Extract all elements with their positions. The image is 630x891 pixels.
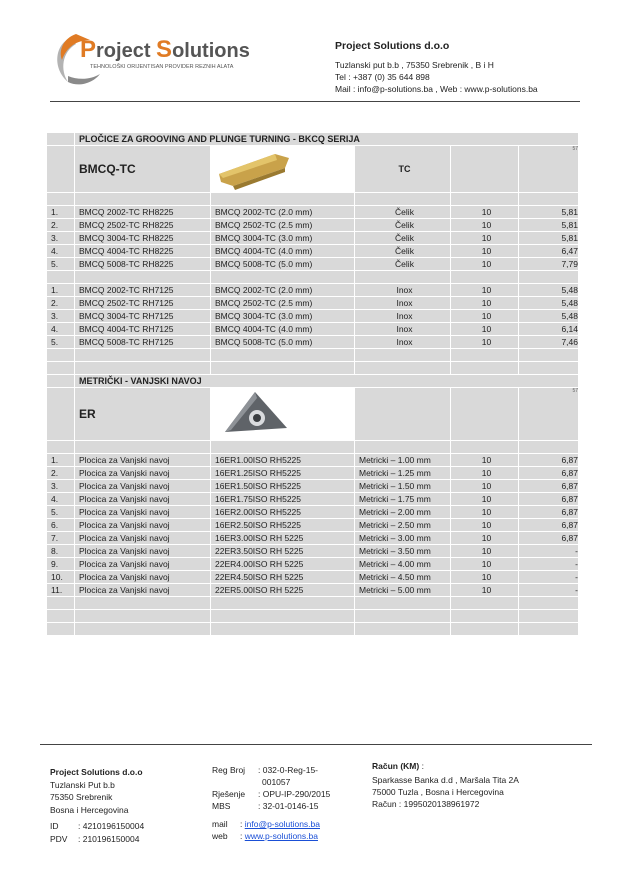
row-description: BMCQ 5008-TC (5.0 mm) bbox=[211, 258, 355, 271]
row-price: - bbox=[519, 545, 579, 558]
row-description: 16ER1.75ISO RH5225 bbox=[211, 493, 355, 506]
table-row bbox=[47, 571, 579, 584]
table-row bbox=[47, 297, 579, 310]
section1-grade: TC bbox=[355, 146, 451, 193]
er-insert-image bbox=[211, 388, 355, 441]
header-tel: Tel : +387 (0) 35 644 898 bbox=[335, 72, 430, 82]
footer-pdv-value: : 210196150004 bbox=[78, 833, 140, 844]
row-price: 5,48 bbox=[519, 297, 579, 310]
footer-company-block bbox=[50, 766, 144, 845]
footer-id-value: : 4210196150004 bbox=[78, 821, 145, 831]
row-article: BMCQ 4004-TC RH7125 bbox=[75, 323, 211, 336]
row-qty: 10 bbox=[451, 284, 519, 297]
row-description: 22ER4.00ISO RH 5225 bbox=[211, 558, 355, 571]
row-number: 3. bbox=[47, 310, 75, 323]
row-qty: 10 bbox=[451, 206, 519, 219]
row-number: 9. bbox=[47, 558, 75, 571]
row-description: BMCQ 4004-TC (4.0 mm) bbox=[211, 323, 355, 336]
row-number: 5. bbox=[47, 336, 75, 349]
section1-title: PLOČICE ZA GROOVING AND PLUNGE TURNING - BKCQ SERIJA bbox=[75, 133, 579, 146]
table-row bbox=[47, 206, 579, 219]
row-qty: 10 bbox=[451, 258, 519, 271]
row-material: Metricki – 1.50 mm bbox=[355, 480, 451, 493]
row-description: BMCQ 2502-TC (2.5 mm) bbox=[211, 219, 355, 232]
table-row bbox=[47, 545, 579, 558]
row-material: Metricki – 3.00 mm bbox=[355, 532, 451, 545]
grooving-insert-icon bbox=[215, 146, 295, 190]
row-number: 5. bbox=[47, 258, 75, 271]
footer-bank-city: 75000 Tuzla , Bosna i Hercegovina bbox=[372, 787, 504, 797]
row-article: BMCQ 5008-TC RH7125 bbox=[75, 336, 211, 349]
row-qty: 10 bbox=[451, 297, 519, 310]
row-qty: 10 bbox=[451, 532, 519, 545]
table-row bbox=[47, 258, 579, 271]
row-article: BMCQ 5008-TC RH8225 bbox=[75, 258, 211, 271]
row-qty: 10 bbox=[451, 584, 519, 597]
row-qty: 10 bbox=[451, 336, 519, 349]
footer-web-label: web bbox=[212, 831, 228, 841]
row-number: 2. bbox=[47, 219, 75, 232]
row-material: Inox bbox=[355, 310, 451, 323]
row-qty: 10 bbox=[451, 310, 519, 323]
logo-text: Project Solutions bbox=[80, 36, 250, 63]
row-material: Inox bbox=[355, 284, 451, 297]
row-material: Inox bbox=[355, 336, 451, 349]
row-price: 6,87 bbox=[519, 519, 579, 532]
spacer-row bbox=[47, 193, 579, 206]
footer-divider bbox=[40, 744, 592, 745]
footer-bank: Sparkasse Banka d.d , Maršala Tita 2A bbox=[372, 775, 519, 785]
row-description: 16ER2.50ISO RH5225 bbox=[211, 519, 355, 532]
row-material: Čelik bbox=[355, 232, 451, 245]
row-qty: 10 bbox=[451, 323, 519, 336]
row-qty: 10 bbox=[451, 558, 519, 571]
footer-mbs-label: MBS bbox=[212, 801, 231, 811]
row-article: Plocica za Vanjski navoj bbox=[75, 584, 211, 597]
footer-racun-colon: : bbox=[419, 761, 424, 771]
row-qty: 10 bbox=[451, 545, 519, 558]
footer-account: Račun : 1995020138961972 bbox=[372, 799, 480, 809]
row-material: Metricki – 4.50 mm bbox=[355, 571, 451, 584]
row-number: 11. bbox=[47, 584, 75, 597]
threading-insert-icon bbox=[215, 388, 295, 438]
spacer-row bbox=[47, 271, 579, 284]
row-article: Plocica za Vanjski navoj bbox=[75, 571, 211, 584]
row-number: 1. bbox=[47, 454, 75, 467]
row-qty: 10 bbox=[451, 493, 519, 506]
row-qty: 10 bbox=[451, 467, 519, 480]
row-material: Inox bbox=[355, 297, 451, 310]
row-number: 2. bbox=[47, 467, 75, 480]
row-price: 7,79 bbox=[519, 258, 579, 271]
row-price: 6,87 bbox=[519, 506, 579, 519]
footer-city: 75350 Srebrenik bbox=[50, 792, 113, 802]
row-price: 5,81 bbox=[519, 206, 579, 219]
footer-rj-label: Rješenje bbox=[212, 789, 246, 799]
row-price: 6,87 bbox=[519, 454, 579, 467]
section1-product-row bbox=[47, 146, 579, 193]
footer-country: Bosna i Hercegovina bbox=[50, 804, 129, 815]
row-price: 6,87 bbox=[519, 480, 579, 493]
row-article: BMCQ 4004-TC RH8225 bbox=[75, 245, 211, 258]
row-material: Metricki – 5.00 mm bbox=[355, 584, 451, 597]
section2-header bbox=[47, 375, 579, 388]
table-row bbox=[47, 245, 579, 258]
spacer-row bbox=[47, 610, 579, 623]
row-price: 5,48 bbox=[519, 310, 579, 323]
row-description: BMCQ 4004-TC (4.0 mm) bbox=[211, 245, 355, 258]
table-row bbox=[47, 336, 579, 349]
footer-mail-link[interactable]: info@p-solutions.ba bbox=[244, 819, 320, 829]
footer-id-label: ID bbox=[50, 821, 59, 831]
table-row bbox=[47, 232, 579, 245]
row-article: Plocica za Vanjski navoj bbox=[75, 467, 211, 480]
table-row bbox=[47, 467, 579, 480]
row-material: Čelik bbox=[355, 245, 451, 258]
section1-header bbox=[47, 133, 579, 146]
row-material: Čelik bbox=[355, 206, 451, 219]
spacer-row bbox=[47, 623, 579, 636]
row-number: 3. bbox=[47, 232, 75, 245]
row-article: BMCQ 3004-TC RH8225 bbox=[75, 232, 211, 245]
row-description: 22ER4.50ISO RH 5225 bbox=[211, 571, 355, 584]
section2-code: ER bbox=[75, 388, 211, 441]
row-price: 6,87 bbox=[519, 467, 579, 480]
row-description: 16ER2.00ISO RH5225 bbox=[211, 506, 355, 519]
footer-registration-block: Reg Broj : 032-0-Reg-15- 001057 Rješenje : OPU-IP-290/2015 MBS : 32-01-0146-15 mail : info@p-solutions.ba web : www.p-solutions.ba bbox=[212, 765, 331, 841]
row-price: 5,81 bbox=[519, 232, 579, 245]
row-price: 6,14 bbox=[519, 323, 579, 336]
row-article: Plocica za Vanjski navoj bbox=[75, 506, 211, 519]
logo-tagline: TEHNOLOŠKI ORIJENTISAN PROVIDER REZNIH ALATA bbox=[90, 64, 234, 70]
row-number: 8. bbox=[47, 545, 75, 558]
row-description: 22ER3.50ISO RH 5225 bbox=[211, 545, 355, 558]
row-number: 5. bbox=[47, 506, 75, 519]
footer-mbs-value: : 32-01-0146-15 bbox=[258, 801, 319, 811]
row-description: BMCQ 2502-TC (2.5 mm) bbox=[211, 297, 355, 310]
row-article: BMCQ 2502-TC RH8225 bbox=[75, 219, 211, 232]
row-price: - bbox=[519, 558, 579, 571]
row-qty: 10 bbox=[451, 480, 519, 493]
row-number: 10. bbox=[47, 571, 75, 584]
spacer-row bbox=[47, 597, 579, 610]
row-article: BMCQ 2002-TC RH8225 bbox=[75, 206, 211, 219]
table-row bbox=[47, 454, 579, 467]
row-material: Inox bbox=[355, 323, 451, 336]
row-material: Metricki – 1.75 mm bbox=[355, 493, 451, 506]
row-description: 16ER1.50ISO RH5225 bbox=[211, 480, 355, 493]
company-logo bbox=[50, 30, 250, 90]
row-article: BMCQ 2502-TC RH7125 bbox=[75, 297, 211, 310]
row-material: Čelik bbox=[355, 258, 451, 271]
header-address: Tuzlanski put b.b , 75350 Srebrenik , B i H bbox=[335, 60, 494, 70]
row-price: - bbox=[519, 584, 579, 597]
row-article: Plocica za Vanjski navoj bbox=[75, 532, 211, 545]
row-article: Plocica za Vanjski navoj bbox=[75, 480, 211, 493]
section2-product-row bbox=[47, 388, 579, 441]
header-address-block bbox=[335, 59, 538, 95]
row-qty: 10 bbox=[451, 245, 519, 258]
row-article: Plocica za Vanjski navoj bbox=[75, 454, 211, 467]
row-article: Plocica za Vanjski navoj bbox=[75, 519, 211, 532]
row-number: 3. bbox=[47, 480, 75, 493]
row-number: 4. bbox=[47, 493, 75, 506]
footer-bank-block bbox=[372, 760, 519, 810]
row-description: BMCQ 3004-TC (3.0 mm) bbox=[211, 232, 355, 245]
row-material: Metricki – 4.00 mm bbox=[355, 558, 451, 571]
row-price: 6,87 bbox=[519, 493, 579, 506]
footer-street: Tuzlanski Put b.b bbox=[50, 779, 115, 790]
table-row bbox=[47, 219, 579, 232]
header-company: Project Solutions d.o.o bbox=[335, 40, 450, 52]
row-number: 6. bbox=[47, 519, 75, 532]
row-material: Metricki – 3.50 mm bbox=[355, 545, 451, 558]
footer-pdv-label: PDV bbox=[50, 833, 68, 844]
table-row bbox=[47, 284, 579, 297]
table-row bbox=[47, 506, 579, 519]
row-material: Čelik bbox=[355, 219, 451, 232]
footer-racun-title: Račun (KM) bbox=[372, 761, 420, 771]
row-article: Plocica za Vanjski navoj bbox=[75, 545, 211, 558]
table-row bbox=[47, 310, 579, 323]
table-row bbox=[47, 519, 579, 532]
row-material: Metricki – 2.00 mm bbox=[355, 506, 451, 519]
row-number: 7. bbox=[47, 532, 75, 545]
row-number: 4. bbox=[47, 323, 75, 336]
table-row bbox=[47, 584, 579, 597]
section1-tiny: 57 bbox=[519, 146, 579, 193]
table-row bbox=[47, 493, 579, 506]
row-price: 6,47 bbox=[519, 245, 579, 258]
row-article: BMCQ 3004-TC RH7125 bbox=[75, 310, 211, 323]
spacer-row bbox=[47, 441, 579, 454]
table-row bbox=[47, 558, 579, 571]
spacer-row bbox=[47, 349, 579, 362]
footer-rj-value: : OPU-IP-290/2015 bbox=[258, 789, 331, 799]
price-table bbox=[46, 132, 579, 636]
footer-web-link[interactable]: www.p-solutions.ba bbox=[244, 831, 318, 841]
section2-title: METRIČKI - VANJSKI NAVOJ bbox=[75, 375, 579, 388]
footer-reg-value: : 032-0-Reg-15- bbox=[258, 765, 319, 775]
row-price: - bbox=[519, 571, 579, 584]
row-description: 16ER3.00ISO RH 5225 bbox=[211, 532, 355, 545]
section1-code: BMCQ-TC bbox=[75, 146, 211, 193]
row-number: 2. bbox=[47, 297, 75, 310]
row-price: 5,81 bbox=[519, 219, 579, 232]
table-row bbox=[47, 532, 579, 545]
row-material: Metricki – 1.25 mm bbox=[355, 467, 451, 480]
header-divider bbox=[50, 101, 580, 102]
bmcq-insert-image bbox=[211, 146, 355, 193]
footer-reg-label: Reg Broj bbox=[212, 765, 246, 775]
row-qty: 10 bbox=[451, 506, 519, 519]
row-price: 7,46 bbox=[519, 336, 579, 349]
row-number: 1. bbox=[47, 284, 75, 297]
row-qty: 10 bbox=[451, 519, 519, 532]
table-row bbox=[47, 480, 579, 493]
row-qty: 10 bbox=[451, 571, 519, 584]
footer-reg-value2: 001057 bbox=[262, 777, 291, 787]
table-row bbox=[47, 323, 579, 336]
row-description: 16ER1.00ISO RH5225 bbox=[211, 454, 355, 467]
row-price: 6,87 bbox=[519, 532, 579, 545]
row-description: 16ER1.25ISO RH5225 bbox=[211, 467, 355, 480]
row-description: BMCQ 5008-TC (5.0 mm) bbox=[211, 336, 355, 349]
row-article: Plocica za Vanjski navoj bbox=[75, 493, 211, 506]
row-description: BMCQ 2002-TC (2.0 mm) bbox=[211, 284, 355, 297]
footer-company: Project Solutions d.o.o bbox=[50, 767, 143, 777]
row-description: 22ER5.00ISO RH 5225 bbox=[211, 584, 355, 597]
spacer-row bbox=[47, 362, 579, 375]
row-price: 5,48 bbox=[519, 284, 579, 297]
row-number: 1. bbox=[47, 206, 75, 219]
row-description: BMCQ 2002-TC (2.0 mm) bbox=[211, 206, 355, 219]
row-material: Metricki – 1.00 mm bbox=[355, 454, 451, 467]
row-article: BMCQ 2002-TC RH7125 bbox=[75, 284, 211, 297]
row-description: BMCQ 3004-TC (3.0 mm) bbox=[211, 310, 355, 323]
row-article: Plocica za Vanjski navoj bbox=[75, 558, 211, 571]
row-qty: 10 bbox=[451, 232, 519, 245]
header-mail-web: Mail : info@p-solutions.ba , Web : www.p-solutions.ba bbox=[335, 84, 538, 94]
row-material: Metricki – 2.50 mm bbox=[355, 519, 451, 532]
section2-tiny: 57 bbox=[519, 388, 579, 441]
row-qty: 10 bbox=[451, 219, 519, 232]
footer-mail-label: mail bbox=[212, 819, 228, 829]
row-qty: 10 bbox=[451, 454, 519, 467]
row-number: 4. bbox=[47, 245, 75, 258]
